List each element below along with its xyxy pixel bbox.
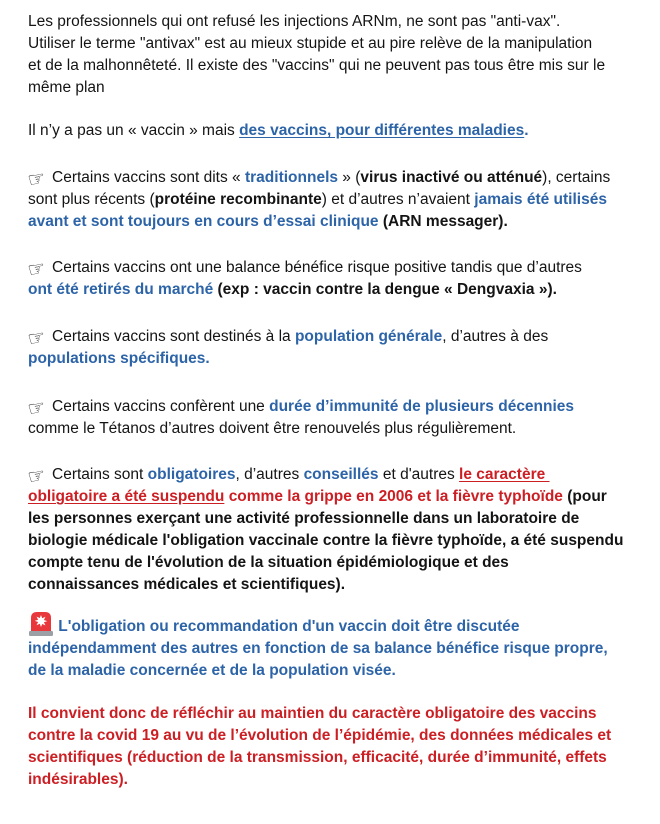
text-line [28, 348, 656, 370]
text-run: Utiliser le terme "antivax" est au mieux stupide et au pire relève de la manipulation [28, 35, 593, 52]
text-line [28, 574, 656, 596]
bold-text: (ARN messager). [382, 213, 508, 230]
text-run: Certains sont [52, 466, 148, 483]
text-run: Il n’y a pas un « vaccin » mais [28, 122, 240, 139]
text-line [28, 747, 656, 769]
bold-text: compte tenu de l'évolution de la situation épidémiologique et des [28, 554, 509, 571]
blue-highlight: indépendamment des autres en fonction de sa balance bénéfice risque propre, [28, 640, 608, 657]
text-line [25, 165, 656, 193]
bold-text: virus inactivé ou atténué [360, 169, 543, 186]
text-run: , d’autres [235, 466, 304, 483]
blue-highlight: obligatoires [147, 466, 236, 483]
text-line [28, 703, 656, 725]
text-run: Certains vaccins confèrent une [52, 398, 270, 415]
blue-highlight: conseillés [303, 466, 379, 483]
blue-highlight: durée d’immunité de plusieurs décennies [269, 398, 575, 415]
bold-text: (exp : vaccin contre la dengue « Dengvaxia »). [217, 281, 557, 298]
text-line [28, 638, 656, 660]
text-run: et d'autres [378, 466, 460, 483]
red-highlight: indésirables). [28, 771, 128, 788]
text-line [28, 552, 656, 574]
text-line [28, 508, 656, 530]
text-run: et de la malhonnêteté. Il existe des "vaccins" qui ne peuvent pas tous être mis sur le [28, 57, 606, 74]
paragraph-6 [25, 394, 656, 440]
text-run: Certains vaccins sont destinés à la [52, 328, 295, 345]
blue-highlight: ont été retirés du marché [28, 281, 214, 298]
text-line [28, 11, 656, 33]
text-line [28, 418, 656, 440]
text-run: , d’autres à des [442, 328, 549, 345]
pointing-hand-icon: ☞ [25, 462, 48, 490]
pointing-hand-icon: ☞ [25, 394, 48, 422]
text-line [28, 77, 656, 99]
text-line [28, 616, 656, 638]
blue-highlight: population générale [294, 328, 443, 345]
blue-highlight: L'obligation ou recommandation d'un vaccin doit être discutée [54, 618, 520, 635]
paragraph-2 [28, 120, 656, 142]
bold-text: les personnes exerçant une activité professionnelle dans un laboratoire de [28, 510, 580, 527]
blue-highlight: . [524, 122, 529, 139]
text-line [28, 279, 656, 301]
text-run: Les professionnels qui ont refusé les injections ARNm, ne sont pas "anti-vax". [28, 13, 561, 30]
paragraph-8 [28, 616, 656, 682]
text-line [28, 769, 656, 791]
text-line [25, 462, 656, 490]
paragraph-1 [28, 11, 656, 99]
text-run: comme le Tétanos d’autres doivent être renouvelés plus régulièrement. [28, 420, 517, 437]
blue-highlight: populations spécifiques. [28, 350, 210, 367]
bold-text: biologie médicale l'obligation vaccinale contre la fièvre typhoïde, a été suspendu [28, 532, 624, 549]
bold-text: connaissances médicales et scientifiques). [28, 576, 346, 593]
pointing-hand-icon: ☞ [25, 165, 48, 193]
pointing-hand-icon: ☞ [25, 255, 48, 283]
siren-icon [28, 616, 54, 638]
blue-highlight: avant et sont toujours en cours d’essai clinique [28, 213, 379, 230]
text-line [25, 394, 656, 422]
red-highlight: comme la grippe en 2006 et la fièvre typhoïde [228, 488, 563, 505]
paragraph-4 [25, 255, 656, 301]
red-underlined-text: obligatoire a été suspendu [28, 488, 225, 505]
bold-text: protéine recombinante [154, 191, 322, 208]
paragraph-3 [25, 165, 656, 233]
blue-highlight: traditionnels [244, 169, 338, 186]
red-highlight: Il convient donc de réfléchir au maintien du caractère obligatoire des vaccins [28, 705, 597, 722]
bold-text: (pour [567, 488, 607, 505]
text-line [25, 255, 656, 283]
text-line [28, 120, 656, 142]
text-run: sont plus récents ( [28, 191, 155, 208]
text-run: Certains vaccins ont une balance bénéfice risque positive tandis que d’autres [52, 259, 582, 276]
link[interactable]: des vaccins, pour différentes maladies [239, 122, 525, 139]
text-line [28, 530, 656, 552]
paragraph-9 [28, 703, 656, 791]
text-line [28, 725, 656, 747]
text-run: Certains vaccins sont dits « [52, 169, 245, 186]
pointing-hand-icon: ☞ [25, 324, 48, 352]
text-run: ), certains [542, 169, 611, 186]
text-line [28, 211, 656, 233]
red-underlined-text: le caractère [459, 466, 550, 483]
text-line [25, 324, 656, 352]
blue-highlight: jamais été utilisés [474, 191, 607, 208]
text-run: » ( [338, 169, 361, 186]
text-run: ) et d’autres n’avaient [321, 191, 475, 208]
blue-highlight: de la maladie concernée et de la population visée. [28, 662, 396, 679]
paragraph-5 [25, 324, 656, 370]
text-line [28, 660, 656, 682]
red-highlight: contre la covid 19 au vu de l’évolution de l’épidémie, des données médicales et [28, 727, 612, 744]
text-run: même plan [28, 79, 105, 96]
text-line [28, 189, 656, 211]
red-highlight: scientifiques (réduction de la transmission, efficacité, durée d’immunité, effets [28, 749, 607, 766]
text-line [28, 486, 656, 508]
text-line [28, 55, 656, 77]
paragraph-7 [25, 462, 656, 596]
text-line [28, 33, 656, 55]
